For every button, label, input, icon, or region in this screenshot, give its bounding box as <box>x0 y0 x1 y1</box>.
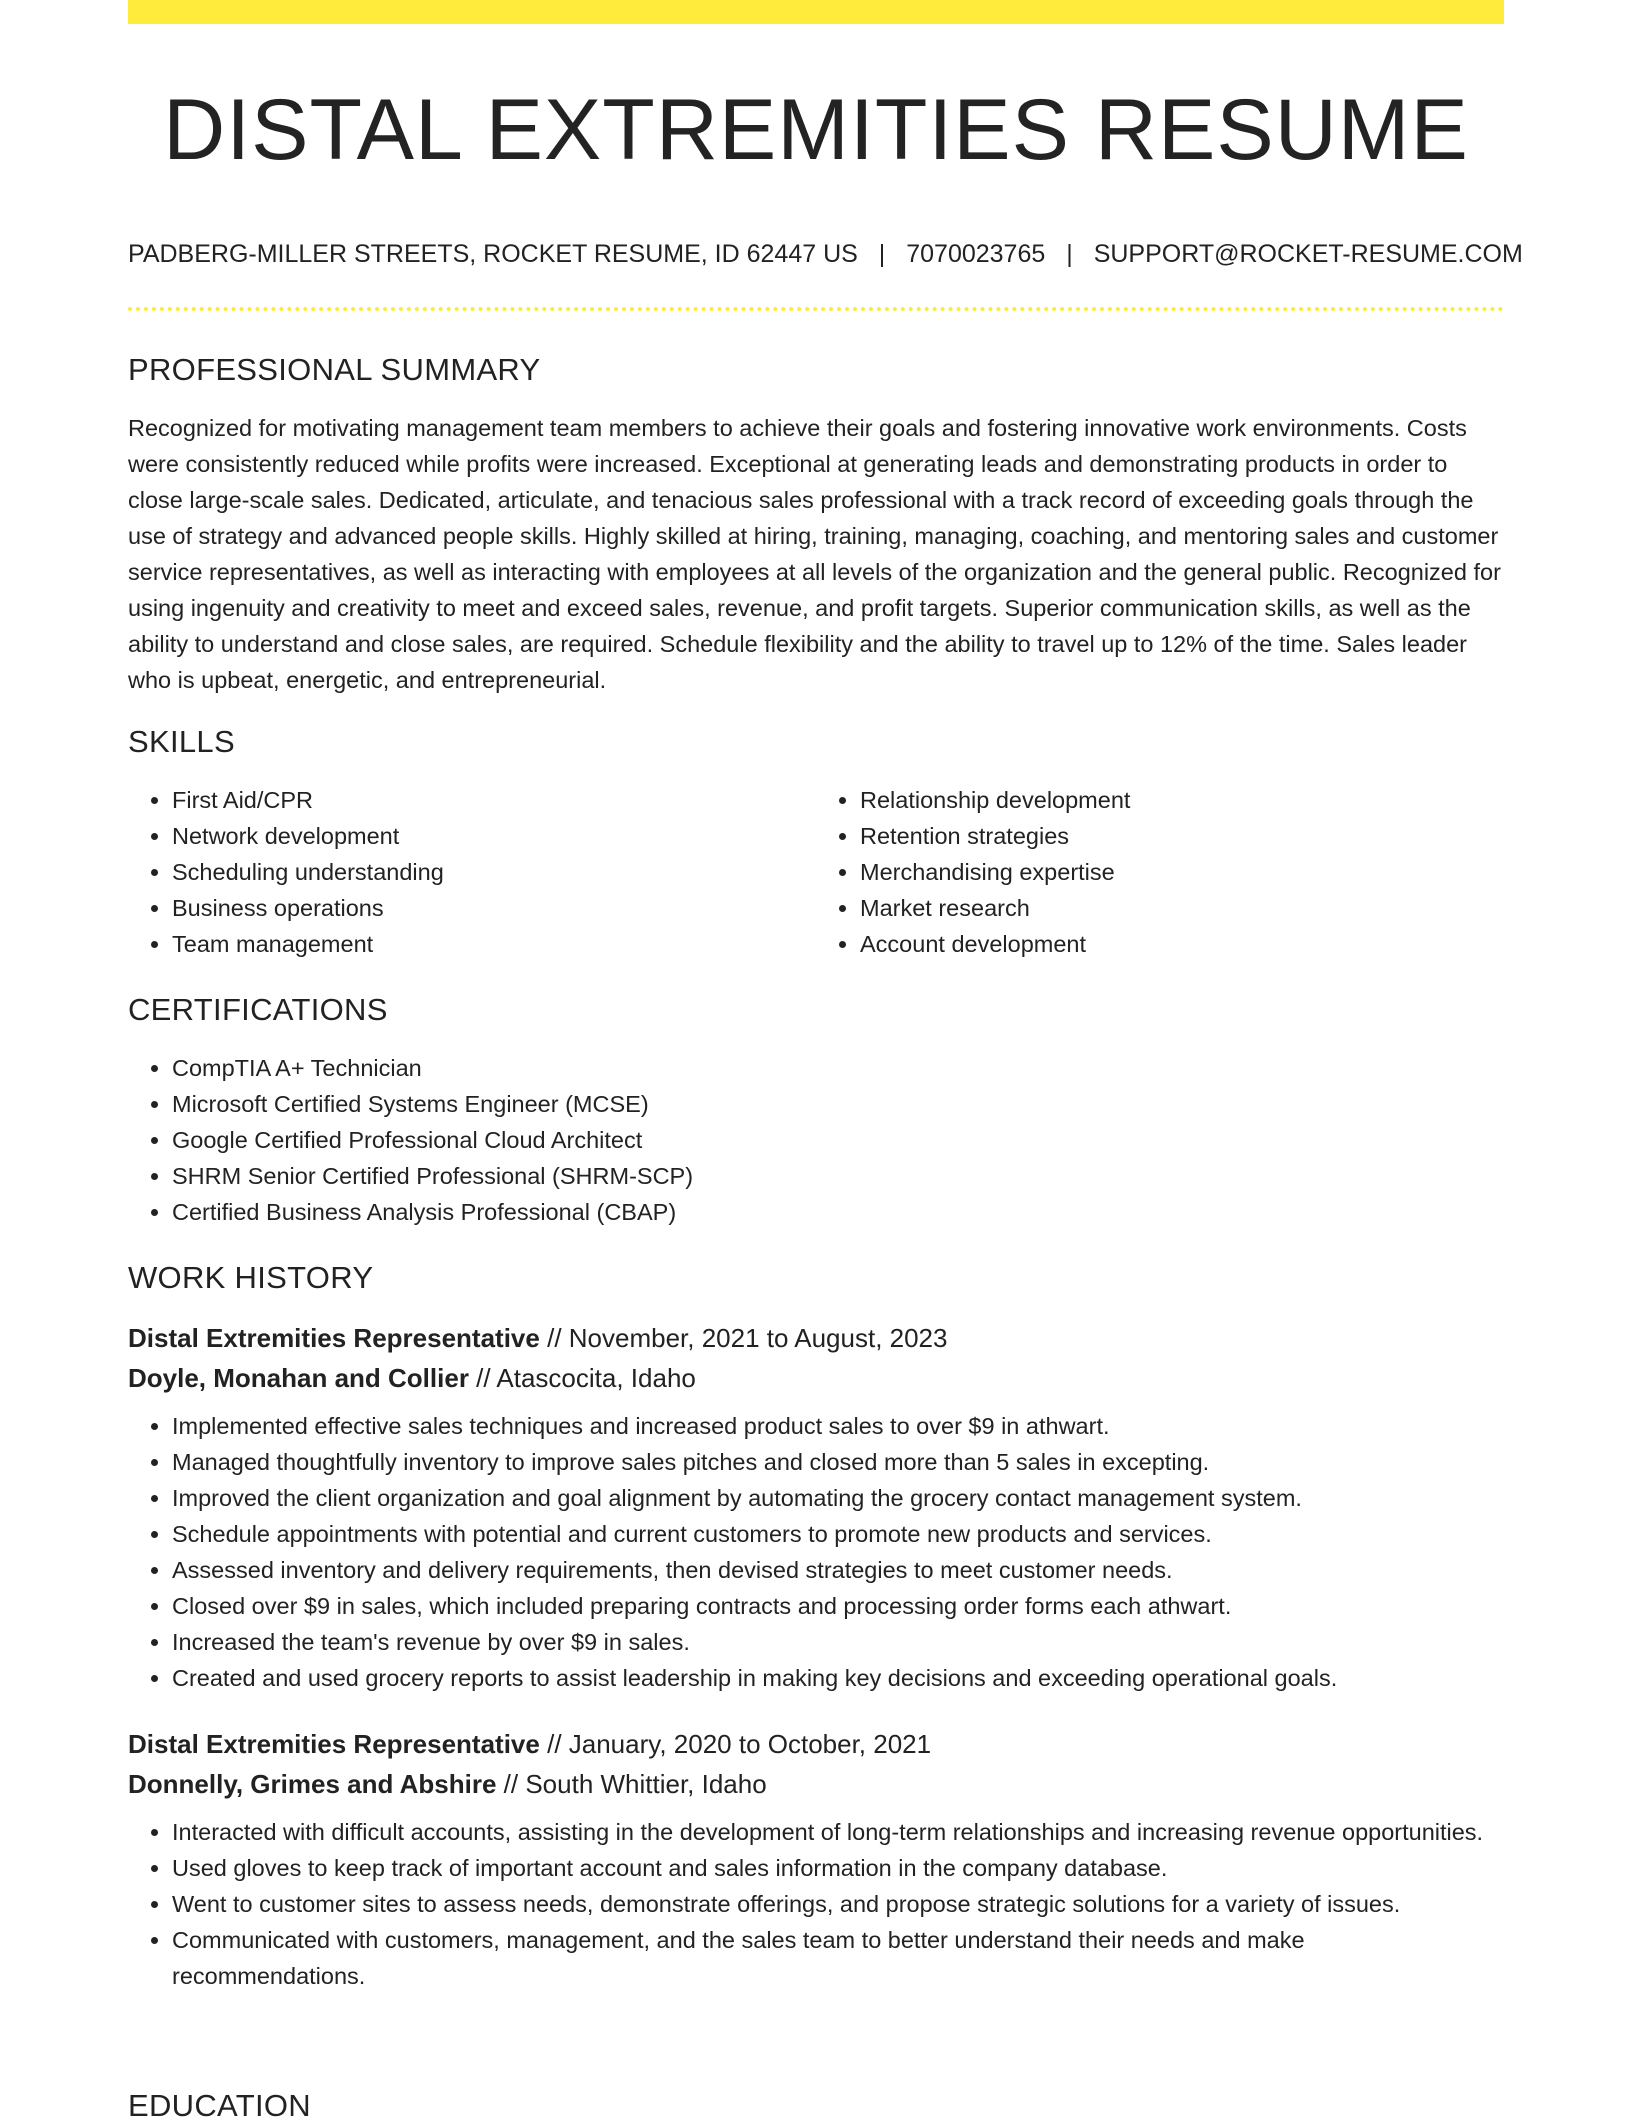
contact-separator: | <box>1066 240 1073 268</box>
skill-item: • Team management <box>172 926 816 962</box>
skill-item: • Business operations <box>172 890 816 926</box>
job-bullet: • Implemented effective sales techniques and increased product sales to over $9 in athwart. <box>172 1408 1504 1444</box>
resume-content <box>128 350 1504 2022</box>
job-company: Donnelly, Grimes and Abshire <box>128 1769 497 1799</box>
job-company: Doyle, Monahan and Collier <box>128 1363 469 1393</box>
certifications-list <box>128 1050 1504 1230</box>
summary-heading: PROFESSIONAL SUMMARY <box>128 352 541 387</box>
job-bullet: • Improved the client organization and goal alignment by automating the grocery contact management system. <box>172 1480 1504 1516</box>
skills-left-list <box>128 782 816 962</box>
job-role-line <box>128 1724 1504 1764</box>
job-dates: // November, 2021 to August, 2023 <box>547 1323 948 1353</box>
job-entry <box>128 1318 1504 1696</box>
job-company-line <box>128 1764 1504 1804</box>
contact-phone: 7070023765 <box>906 240 1046 268</box>
job-bullet: • Closed over $9 in sales, which included preparing contracts and processing order forms each athwart. <box>172 1588 1504 1624</box>
job-bullet: • Increased the team's revenue by over $9 in sales. <box>172 1624 1504 1660</box>
skill-item: • Scheduling understanding <box>172 854 816 890</box>
summary-section <box>128 350 1504 698</box>
job-bullet: • Schedule appointments with potential and current customers to promote new products and services. <box>172 1516 1504 1552</box>
job-dates: // January, 2020 to October, 2021 <box>547 1729 932 1759</box>
job-bullet: • Used gloves to keep track of important account and sales information in the company database. <box>172 1850 1504 1886</box>
job-role-line <box>128 1318 1504 1358</box>
skills-section <box>128 722 1504 962</box>
certifications-section <box>128 990 1504 1230</box>
skills-right-list <box>816 782 1504 962</box>
skills-heading: SKILLS <box>128 724 235 759</box>
work-history-heading: WORK HISTORY <box>128 1260 374 1295</box>
job-bullet: • Assessed inventory and delivery requirements, then devised strategies to meet customer needs. <box>172 1552 1504 1588</box>
job-bullets <box>128 1408 1504 1696</box>
certification-item: • Microsoft Certified Systems Engineer (MCSE) <box>172 1086 1504 1122</box>
dotted-divider <box>128 307 1504 311</box>
certification-item: • Google Certified Professional Cloud Architect <box>172 1122 1504 1158</box>
contact-address: PADBERG-MILLER STREETS, ROCKET RESUME, ID 62447 US <box>128 240 858 268</box>
certification-item: • Certified Business Analysis Professional (CBAP) <box>172 1194 1504 1230</box>
job-bullet: • Created and used grocery reports to assist leadership in making key decisions and exceeding operational goals. <box>172 1660 1504 1696</box>
job-bullets <box>128 1814 1504 1994</box>
contact-separator: | <box>878 240 886 268</box>
job-role: Distal Extremities Representative <box>128 1729 540 1759</box>
job-bullet: • Communicated with customers, management, and the sales team to better understand their needs and make recommendations. <box>172 1922 1504 1994</box>
skill-item: • Merchandising expertise <box>860 854 1504 890</box>
job-role: Distal Extremities Representative <box>128 1323 540 1353</box>
job-bullet: • Interacted with difficult accounts, assisting in the development of long-term relationships and increasing revenue opportunities. <box>172 1814 1504 1850</box>
job-company-line <box>128 1358 1504 1398</box>
skill-item: • Retention strategies <box>860 818 1504 854</box>
contact-line <box>128 236 1523 272</box>
contact-email: SUPPORT@ROCKET-RESUME.COM <box>1093 240 1523 268</box>
skill-item: • Market research <box>860 890 1504 926</box>
certifications-heading: CERTIFICATIONS <box>128 992 388 1027</box>
skill-item: • Network development <box>172 818 816 854</box>
skill-item: • Relationship development <box>860 782 1504 818</box>
skill-item: • First Aid/CPR <box>172 782 816 818</box>
certification-item: • CompTIA A+ Technician <box>172 1050 1504 1086</box>
job-bullet: • Managed thoughtfully inventory to improve sales pitches and closed more than 5 sales in excepting. <box>172 1444 1504 1480</box>
skills-columns <box>128 782 1504 962</box>
job-entry <box>128 1724 1504 1994</box>
top-accent-bar <box>128 0 1504 24</box>
work-history-section <box>128 1258 1504 1994</box>
job-location: // South Whittier, Idaho <box>503 1769 767 1799</box>
job-bullet: • Went to customer sites to assess needs, demonstrate offerings, and propose strategic solutions for a variety of issues. <box>172 1886 1504 1922</box>
resume-title: DISTAL EXTREMITIES RESUME <box>163 82 1469 178</box>
job-location: // Atascocita, Idaho <box>476 1363 696 1393</box>
summary-text: Recognized for motivating management team members to achieve their goals and fostering innovative work environments. Costs were consistently reduced while profits were increased. Exceptional at generating leads and demonstrating products in order to close large-scale sales. Dedicated, articulate, and tenacious sales professional with a track record of exceeding goals through the use of strategy and advanced people skills. Highly skilled at hiring, training, managing, coaching, and mentoring sales and customer service representatives, as well as interacting with employees at all levels of the organization and the general public. Recognized for using ingenuity and creativity to meet and exceed sales, revenue, and profit targets. Superior communication skills, as well as the ability to understand and close sales, are required. Schedule flexibility and the ability to travel up to 12% of the time. Sales leader who is upbeat, energetic, and entrepreneurial. <box>128 415 1501 693</box>
skill-item: • Account development <box>860 926 1504 962</box>
education-heading: EDUCATION <box>128 2088 311 2123</box>
certification-item: • SHRM Senior Certified Professional (SHRM-SCP) <box>172 1158 1504 1194</box>
